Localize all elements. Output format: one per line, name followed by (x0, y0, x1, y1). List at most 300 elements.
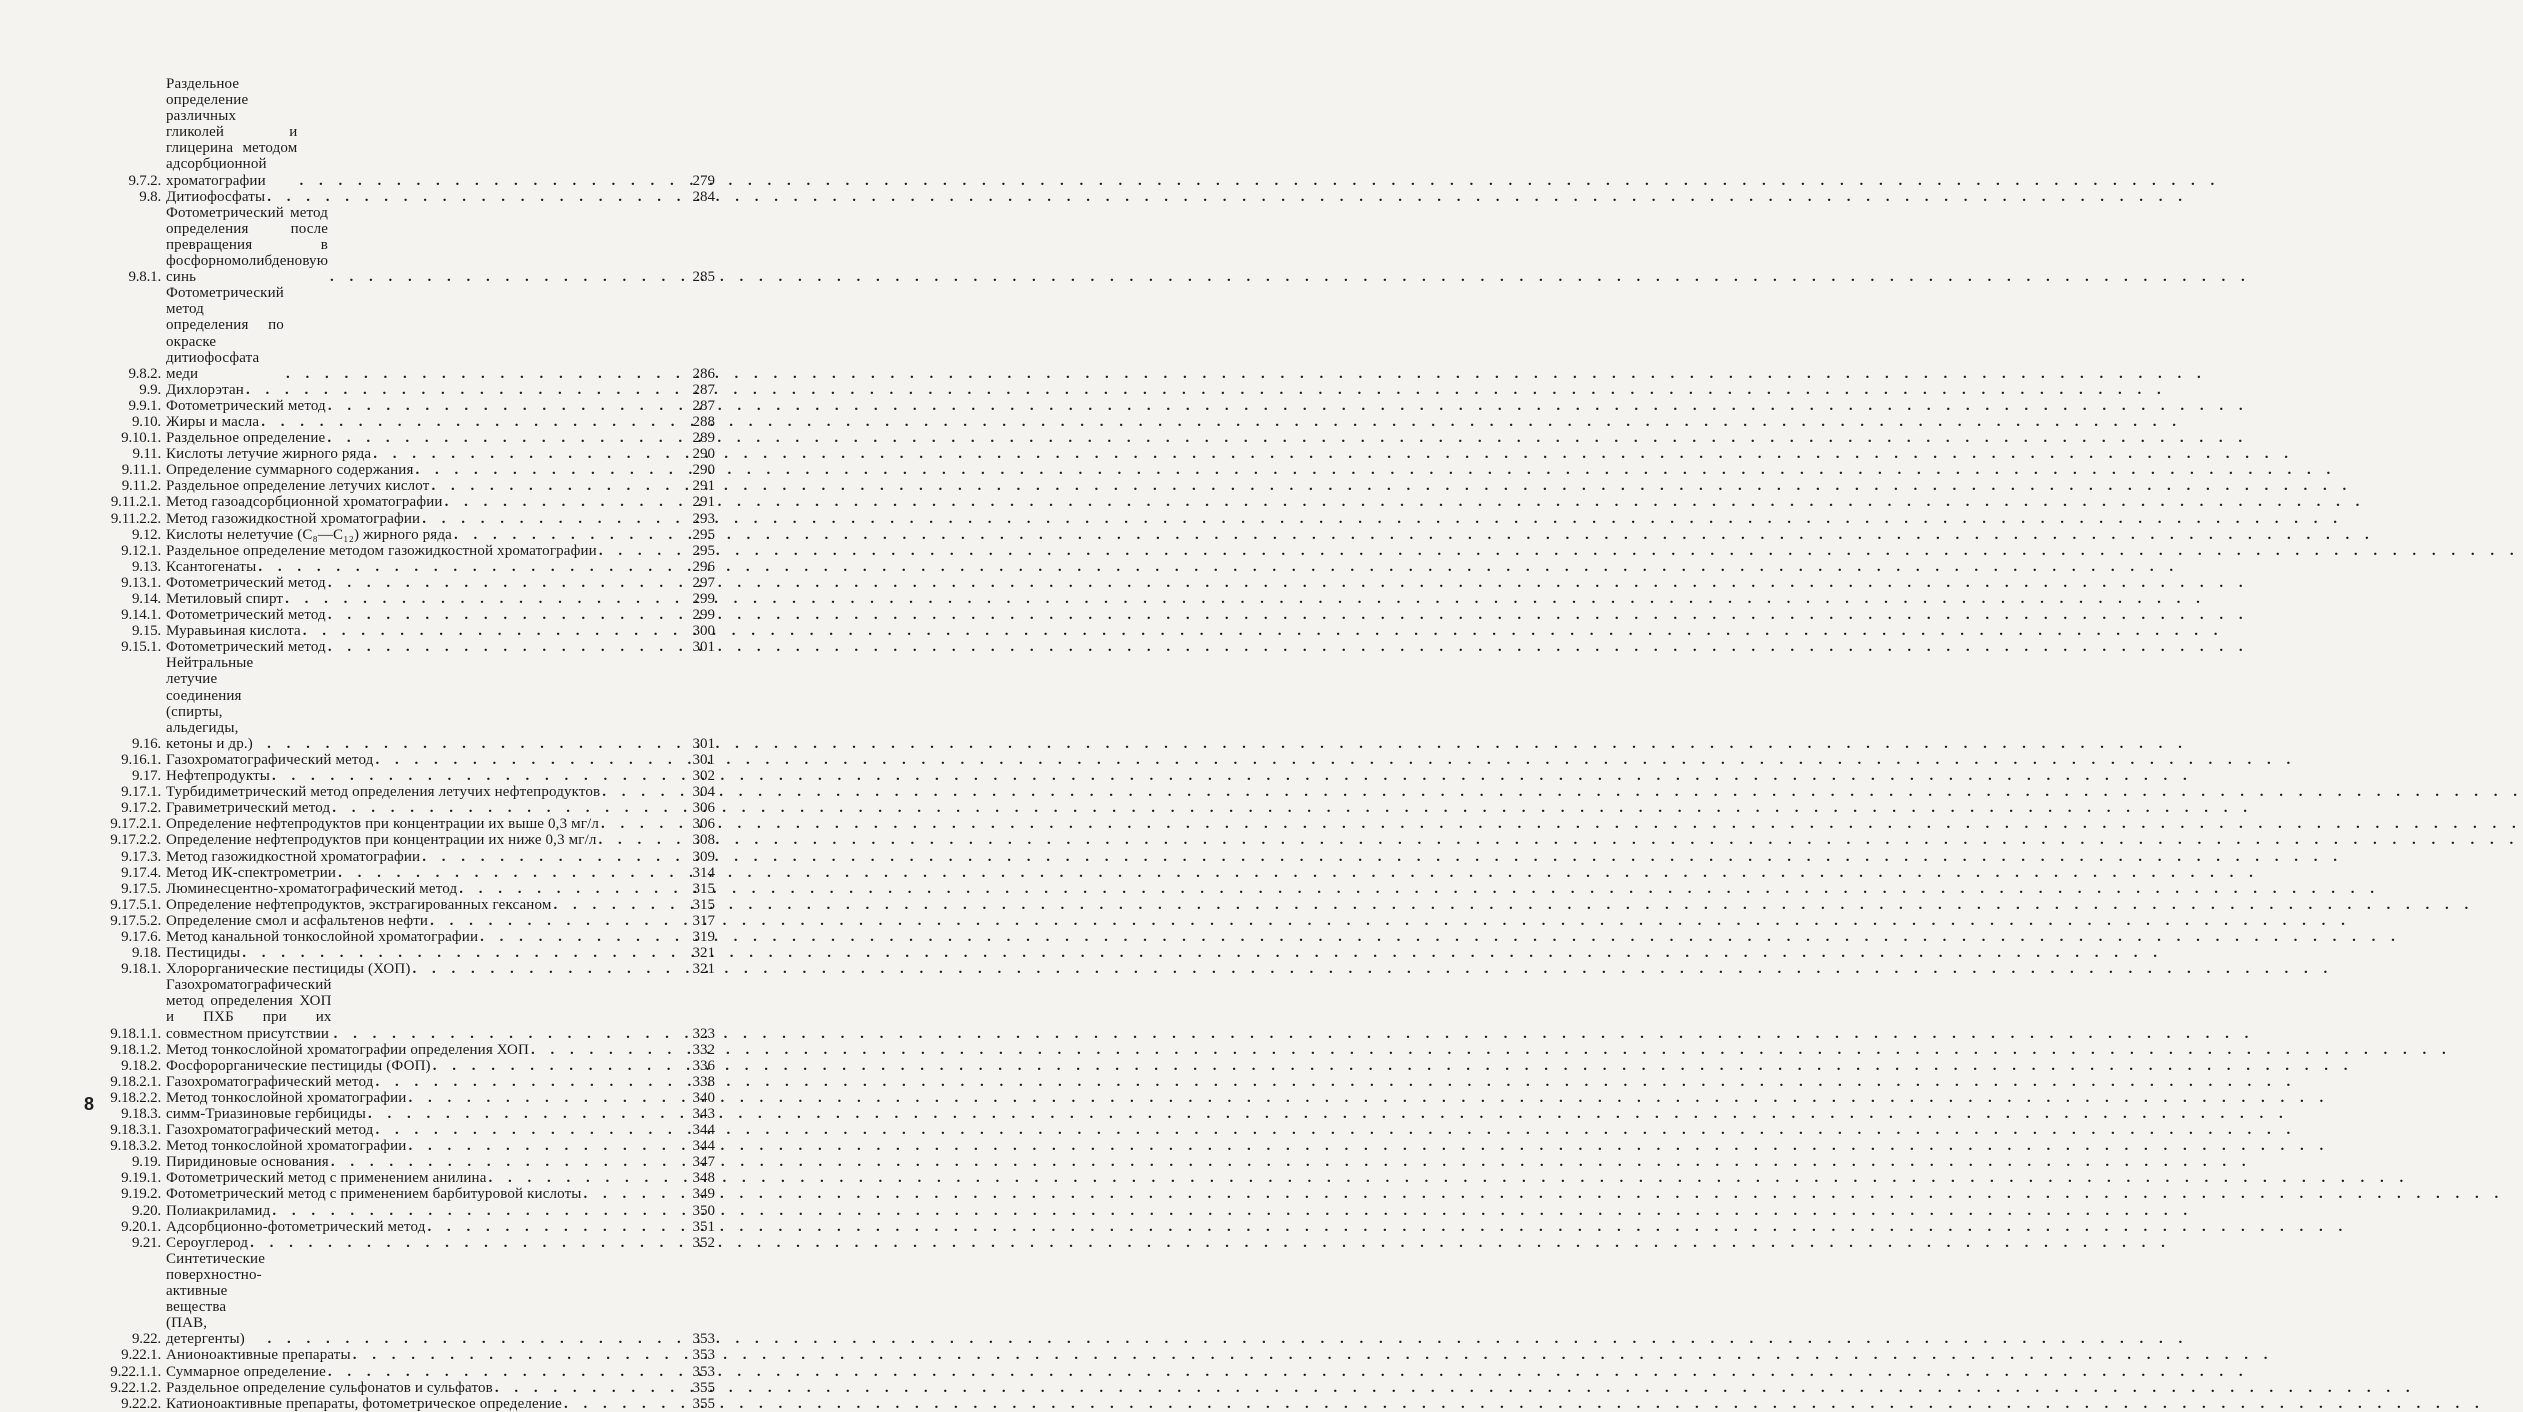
section-number: 9.18.3.1. (110, 1122, 161, 1139)
entry-body (166, 527, 715, 543)
entry-body (166, 189, 715, 205)
section-number: 9.18.2. (121, 1057, 161, 1074)
toc-entry (95, 559, 715, 575)
section-number: 9.14. (131, 591, 161, 607)
toc-entry (95, 1396, 715, 1412)
section-number: 9.15. (131, 623, 161, 640)
dot-leader (599, 832, 691, 848)
page-reference: 323 (692, 1025, 715, 1042)
dot-leader (531, 1042, 691, 1058)
toc-entry (95, 446, 715, 462)
section-number: 9.19. (131, 1154, 161, 1171)
page-reference: 336 (692, 1057, 715, 1074)
section-title: Определение нефтепродуктов при концентрации их выше 0,3 мг/л (166, 816, 600, 833)
entry-body (166, 1138, 715, 1154)
toc-entry (95, 1251, 715, 1348)
section-number: 9.11. (132, 446, 161, 463)
toc-entry (95, 462, 715, 478)
dot-leader (408, 1138, 690, 1154)
section-title: Фотометрический метод (166, 574, 326, 591)
section-title: Фосфорорганические пестициды (ФОП) (166, 1057, 431, 1074)
section-number: 9.8.2. (128, 365, 161, 382)
section-number: 9.17.5.1. (110, 896, 161, 913)
page-reference: 321 (692, 945, 715, 962)
dot-leader (602, 784, 690, 800)
section-title: Определение нефтепродуктов, экстрагированных гексаном (166, 896, 552, 913)
section-title: Метод тонкослойной хроматографии (166, 1138, 407, 1155)
entry-body (166, 1380, 715, 1396)
entry-body (166, 800, 715, 816)
section-number: 9.11.2.1. (110, 494, 161, 511)
toc-entry (95, 881, 715, 897)
dot-leader (454, 527, 691, 543)
section-number: 9.20. (131, 1202, 161, 1219)
section-number: 9.17. (131, 768, 161, 785)
toc-entry (95, 478, 715, 494)
section-title: Раздельное определение сульфонатов и сульфатов (166, 1379, 493, 1396)
dot-leader (328, 1364, 691, 1380)
page-reference: 315 (692, 880, 715, 897)
page-reference: 302 (692, 768, 715, 785)
dot-leader (328, 398, 691, 414)
section-number: 9.18.3.2. (110, 1138, 161, 1155)
section-number: 9.17.5. (121, 880, 161, 897)
dot-leader (489, 1170, 691, 1186)
toc-entry (95, 76, 715, 189)
dot-leader (554, 897, 691, 913)
page-reference: 355 (692, 1379, 715, 1396)
page-reference: 321 (692, 961, 715, 978)
page-reference: 301 (692, 751, 715, 768)
dot-leader (408, 1090, 690, 1106)
entry-body (166, 1058, 715, 1074)
section-number: 9.8. (139, 188, 161, 205)
entry-body (166, 1074, 715, 1090)
section-title: Сероуглерод (166, 1234, 249, 1251)
page-reference: 353 (692, 1363, 715, 1380)
section-title: Турбидиметрический метод определения летучих нефтепродуктов (166, 784, 601, 801)
toc-entry (95, 205, 715, 285)
page-reference: 304 (692, 784, 715, 801)
toc-entry (95, 977, 715, 1041)
dot-leader (261, 414, 690, 430)
toc-entry (95, 1042, 715, 1058)
page-reference: 315 (692, 896, 715, 913)
section-title: Раздельное определение летучих кислот (166, 478, 430, 495)
dot-leader (334, 1026, 691, 1042)
toc-entry (95, 1364, 715, 1380)
entry-body (166, 543, 715, 559)
page-reference: 348 (692, 1170, 715, 1187)
section-number: 9.13. (131, 558, 161, 575)
entry-body (166, 784, 715, 800)
dot-leader (564, 1396, 691, 1412)
toc-entry (95, 382, 715, 398)
entry-body (166, 977, 715, 1041)
section-number: 9.17.4. (121, 864, 161, 881)
section-title: Фотометрический метод определения по окраске дитиофосфата меди (166, 285, 284, 382)
section-title: Газохроматографический метод (166, 751, 374, 768)
section-number: 9.16.1. (121, 751, 161, 768)
entry-body (166, 1170, 715, 1186)
entry-body (166, 961, 715, 977)
page-reference: 284 (692, 188, 715, 205)
section-number: 9.14.1. (121, 607, 161, 624)
section-title: Фотометрический метод определения после превращения в фосфорномолибденовую синь (166, 204, 329, 286)
section-title: Нейтральные летучие соединения (спирты, альдегиды, кетоны и др.) (166, 655, 254, 752)
entry-body (166, 1186, 715, 1202)
section-number: 9.17.2. (121, 800, 161, 817)
dot-leader (330, 269, 690, 285)
toc-entry (95, 1138, 715, 1154)
entry-body (166, 1364, 715, 1380)
entry-body (166, 1203, 715, 1219)
dot-leader (267, 189, 690, 205)
toc-entry (95, 639, 715, 655)
dot-leader (285, 591, 690, 607)
section-title: Метод тонкослойной хроматографии (166, 1089, 407, 1106)
dot-leader (268, 1331, 691, 1347)
section-number: 9.17.2.1. (110, 816, 161, 833)
entry-body (166, 945, 715, 961)
page-reference: 317 (692, 912, 715, 929)
section-number: 9.8.1. (128, 269, 161, 286)
toc-entry (95, 430, 715, 446)
toc-entry (95, 1074, 715, 1090)
dot-leader (353, 1347, 691, 1363)
section-number: 9.19.1. (121, 1170, 161, 1187)
section-title: Метод газожидкостной хроматографии (166, 848, 421, 865)
section-title: Определение смол и асфальтенов нефти (166, 912, 429, 929)
section-number: 9.18.1.2. (110, 1041, 161, 1058)
toc-entry (95, 1235, 715, 1251)
dot-leader (328, 639, 691, 655)
section-title: симм-Триазиновые гербициды (166, 1106, 366, 1122)
dot-leader (480, 929, 690, 945)
toc-entry (95, 655, 715, 752)
dot-leader (338, 865, 690, 881)
entry-body (166, 1090, 715, 1106)
page-reference: 332 (692, 1041, 715, 1058)
toc-entry (95, 607, 715, 623)
entry-body (166, 446, 715, 462)
toc-entry (95, 1203, 715, 1219)
dot-leader (422, 511, 690, 527)
section-number: 9.15.1. (121, 639, 161, 656)
toc-entry (95, 1090, 715, 1106)
dot-leader (258, 559, 690, 575)
page-reference: 296 (692, 558, 715, 575)
page-reference: 286 (692, 365, 715, 382)
section-number: 9.11.2. (121, 478, 161, 495)
dot-leader (445, 494, 691, 510)
toc-entry (95, 1219, 715, 1235)
section-title: Пестициды (166, 945, 241, 962)
section-title: Метод газоадсорбционной хроматографии (166, 494, 443, 511)
toc-entry (95, 414, 715, 430)
page-reference: 350 (692, 1202, 715, 1219)
toc-entry (95, 527, 715, 543)
section-number: 9.22.1.2. (110, 1379, 161, 1396)
section-title: Определение суммарного содержания (166, 462, 414, 479)
toc-entry (95, 800, 715, 816)
page-reference: 289 (692, 430, 715, 447)
section-number: 9.9. (139, 381, 161, 398)
entry-body (166, 913, 715, 929)
entry-body (166, 1235, 715, 1251)
page-reference: 353 (692, 1347, 715, 1364)
toc-entry (95, 189, 715, 205)
section-title: Жиры и масла (166, 413, 260, 430)
section-title: Фотометрический метод (166, 607, 326, 624)
section-number: 9.7.2. (128, 172, 161, 189)
section-number: 9.12.1. (121, 542, 161, 559)
section-title: Кислоты нелетучие (C₈—C₁₂) жирного ряда (166, 526, 452, 543)
section-title: Адсорбционно-фотометрический метод (166, 1218, 426, 1235)
section-title: Фотометрический метод (166, 639, 326, 656)
page-reference: 287 (692, 381, 715, 398)
section-title: Муравьиная кислота (166, 623, 301, 640)
section-title: Газохроматографический метод (166, 1122, 374, 1139)
entry-body (166, 1396, 715, 1412)
dot-leader (250, 1235, 690, 1251)
section-number: 9.18.1.1. (110, 1025, 161, 1042)
section-title: Ксантогенаты (166, 558, 257, 575)
entry-body (166, 929, 715, 945)
entry-body (166, 1106, 715, 1122)
page-reference: 295 (692, 542, 715, 559)
toc-entry (95, 832, 715, 848)
section-number: 9.17.6. (121, 928, 161, 945)
page-reference: 338 (692, 1073, 715, 1090)
dot-leader (327, 430, 690, 446)
section-title: Дитиофосфаты (166, 188, 266, 205)
dot-leader (332, 800, 690, 816)
page-reference: 293 (692, 510, 715, 527)
section-number: 9.18.2.1. (110, 1073, 161, 1090)
page-reference: 344 (692, 1122, 715, 1139)
section-number: 9.10. (131, 413, 161, 430)
dot-leader (267, 736, 690, 752)
toc-entry (95, 494, 715, 510)
dot-leader (431, 478, 690, 494)
dot-leader (459, 881, 690, 897)
toc-entry (95, 511, 715, 527)
table-of-contents (95, 76, 715, 1412)
toc-entry (95, 591, 715, 607)
entry-body (166, 414, 715, 430)
section-title: Метод тонкослойной хроматографии определения ХОП (166, 1041, 529, 1058)
page-reference: 340 (692, 1089, 715, 1106)
page-reference: 355 (692, 1395, 715, 1412)
page-reference: 290 (692, 462, 715, 479)
section-number: 9.10.1. (121, 430, 161, 447)
page-reference: 300 (692, 623, 715, 640)
section-title: Определение нефтепродуктов при концентрации их ниже 0,3 мг/л (166, 832, 597, 849)
page-reference: 352 (692, 1234, 715, 1251)
entry-body (166, 382, 715, 398)
toc-entry (95, 1106, 715, 1122)
page-reference: 351 (692, 1218, 715, 1235)
page-reference: 299 (692, 591, 715, 607)
section-title: Хлорорганические пестициды (ХОП) (166, 961, 411, 978)
dot-leader (328, 575, 691, 591)
toc-entry (95, 1186, 715, 1202)
page-reference: 319 (692, 928, 715, 945)
page-reference: 301 (692, 735, 715, 752)
book-page (0, 0, 840, 1412)
toc-entry (95, 865, 715, 881)
section-title: Гравиметрический метод (166, 800, 331, 817)
entry-body (166, 607, 715, 623)
toc-entry (95, 784, 715, 800)
page-reference: 288 (692, 413, 715, 430)
section-title: Синтетические поверхностно-активные вещества (ПАВ, детергенты) (166, 1250, 266, 1348)
toc-entry (95, 945, 715, 961)
section-number: 9.18.2.2. (110, 1089, 161, 1106)
entry-body (166, 655, 715, 752)
page-reference: 297 (692, 574, 715, 591)
entry-body (166, 623, 715, 639)
section-number: 9.16. (131, 735, 161, 752)
page-reference: 299 (692, 607, 715, 624)
section-number: 9.9.1. (128, 397, 161, 414)
page-reference: 353 (692, 1331, 715, 1348)
dot-leader (416, 462, 691, 478)
page-reference: 301 (692, 639, 715, 656)
toc-entry (95, 897, 715, 913)
section-title: Газохроматографический метод (166, 1073, 374, 1090)
dot-leader (599, 543, 691, 559)
toc-entry (95, 816, 715, 832)
toc-entry (95, 1380, 715, 1396)
dot-leader (242, 945, 690, 961)
section-number: 9.22.1. (121, 1347, 161, 1364)
dot-leader (299, 173, 690, 189)
section-title: Раздельное определение различных гликолей и глицерина методом адсорбционной хроматографии (166, 76, 298, 189)
section-title: Метод канальной тонкослойной хроматографии (166, 928, 479, 945)
entry-body (166, 1154, 715, 1170)
entry-body (166, 285, 715, 382)
section-number: 9.18. (131, 945, 161, 962)
section-title: Суммарное определение (166, 1363, 326, 1380)
toc-entry (95, 1170, 715, 1186)
entry-body (166, 76, 715, 189)
toc-entry (95, 575, 715, 591)
entry-body (166, 1042, 715, 1058)
toc-entry (95, 849, 715, 865)
entry-body (166, 462, 715, 478)
dot-leader (331, 1154, 691, 1170)
section-title: Нефтепродукты (166, 768, 271, 785)
page-reference: 295 (692, 526, 715, 543)
entry-body (166, 1219, 715, 1235)
section-title: Анионоактивные препараты (166, 1347, 351, 1364)
section-number: 9.22.2. (121, 1395, 161, 1412)
dot-leader (368, 1106, 691, 1122)
page-reference: 309 (692, 848, 715, 865)
toc-entry (95, 398, 715, 414)
dot-leader (428, 1219, 691, 1235)
toc-entry (95, 1347, 715, 1363)
section-number: 9.21. (131, 1234, 161, 1251)
entry-body (166, 881, 715, 897)
page-number: 8 (84, 1094, 95, 1114)
dot-leader (303, 623, 691, 639)
section-number: 9.11.1. (121, 462, 161, 479)
section-title: Люминесцентно-хроматографический метод (166, 880, 458, 897)
entry-body (166, 865, 715, 881)
entry-body (166, 430, 715, 446)
page-reference: 306 (692, 800, 715, 817)
section-number: 9.22.1.1. (110, 1363, 161, 1380)
dot-leader (433, 1058, 691, 1074)
entry-body (166, 205, 715, 285)
section-title: Раздельное определение (166, 430, 326, 447)
toc-entry (95, 543, 715, 559)
dot-leader (495, 1380, 691, 1396)
toc-entry (95, 1058, 715, 1074)
section-number: 9.12. (131, 526, 161, 543)
section-number: 9.17.5.2. (110, 912, 161, 929)
dot-leader (272, 1203, 690, 1219)
page-reference: 347 (692, 1154, 715, 1171)
page-reference: 279 (692, 172, 715, 189)
page-reference: 343 (692, 1106, 715, 1122)
section-number: 9.18.1. (121, 961, 161, 978)
section-number: 9.22. (131, 1331, 161, 1348)
entry-body (166, 559, 715, 575)
section-title: Газохроматографический метод определения ХОП и ПХБ при их совместном присутствии (166, 977, 332, 1042)
section-number: 9.17.3. (121, 848, 161, 865)
toc-entry (95, 1154, 715, 1170)
entry-body (166, 591, 715, 607)
entry-body (166, 832, 715, 848)
page-reference: 291 (692, 494, 715, 511)
section-title: Катионоактивные препараты, фотометрическое определение (166, 1395, 562, 1412)
section-number: 9.17.1. (121, 784, 161, 801)
section-number: 9.19.2. (121, 1186, 161, 1203)
dot-leader (286, 366, 691, 382)
dot-leader (375, 1122, 690, 1138)
entry-body (166, 639, 715, 655)
dot-leader (328, 607, 691, 623)
toc-entry (95, 752, 715, 768)
entry-body (166, 752, 715, 768)
page-reference: 349 (692, 1186, 715, 1203)
entry-body (166, 1251, 715, 1348)
section-title: Фотометрический метод с применением анилина (166, 1170, 487, 1187)
toc-entry (95, 285, 715, 382)
page-reference: 314 (692, 864, 715, 881)
toc-entry (95, 623, 715, 639)
section-number: 9.13.1. (121, 574, 161, 591)
page-reference: 291 (692, 478, 715, 495)
toc-entry (95, 1122, 715, 1138)
entry-body (166, 398, 715, 414)
page-reference: 306 (692, 816, 715, 833)
entry-body (166, 897, 715, 913)
entry-body (166, 768, 715, 784)
toc-entry (95, 768, 715, 784)
entry-body (166, 511, 715, 527)
dot-leader (272, 768, 690, 784)
section-title: Дихлорэтан (166, 381, 244, 398)
dot-leader (373, 446, 690, 462)
section-number: 9.18.3. (121, 1106, 161, 1122)
dot-leader (601, 816, 690, 832)
section-title: Пиридиновые основания (166, 1154, 329, 1171)
